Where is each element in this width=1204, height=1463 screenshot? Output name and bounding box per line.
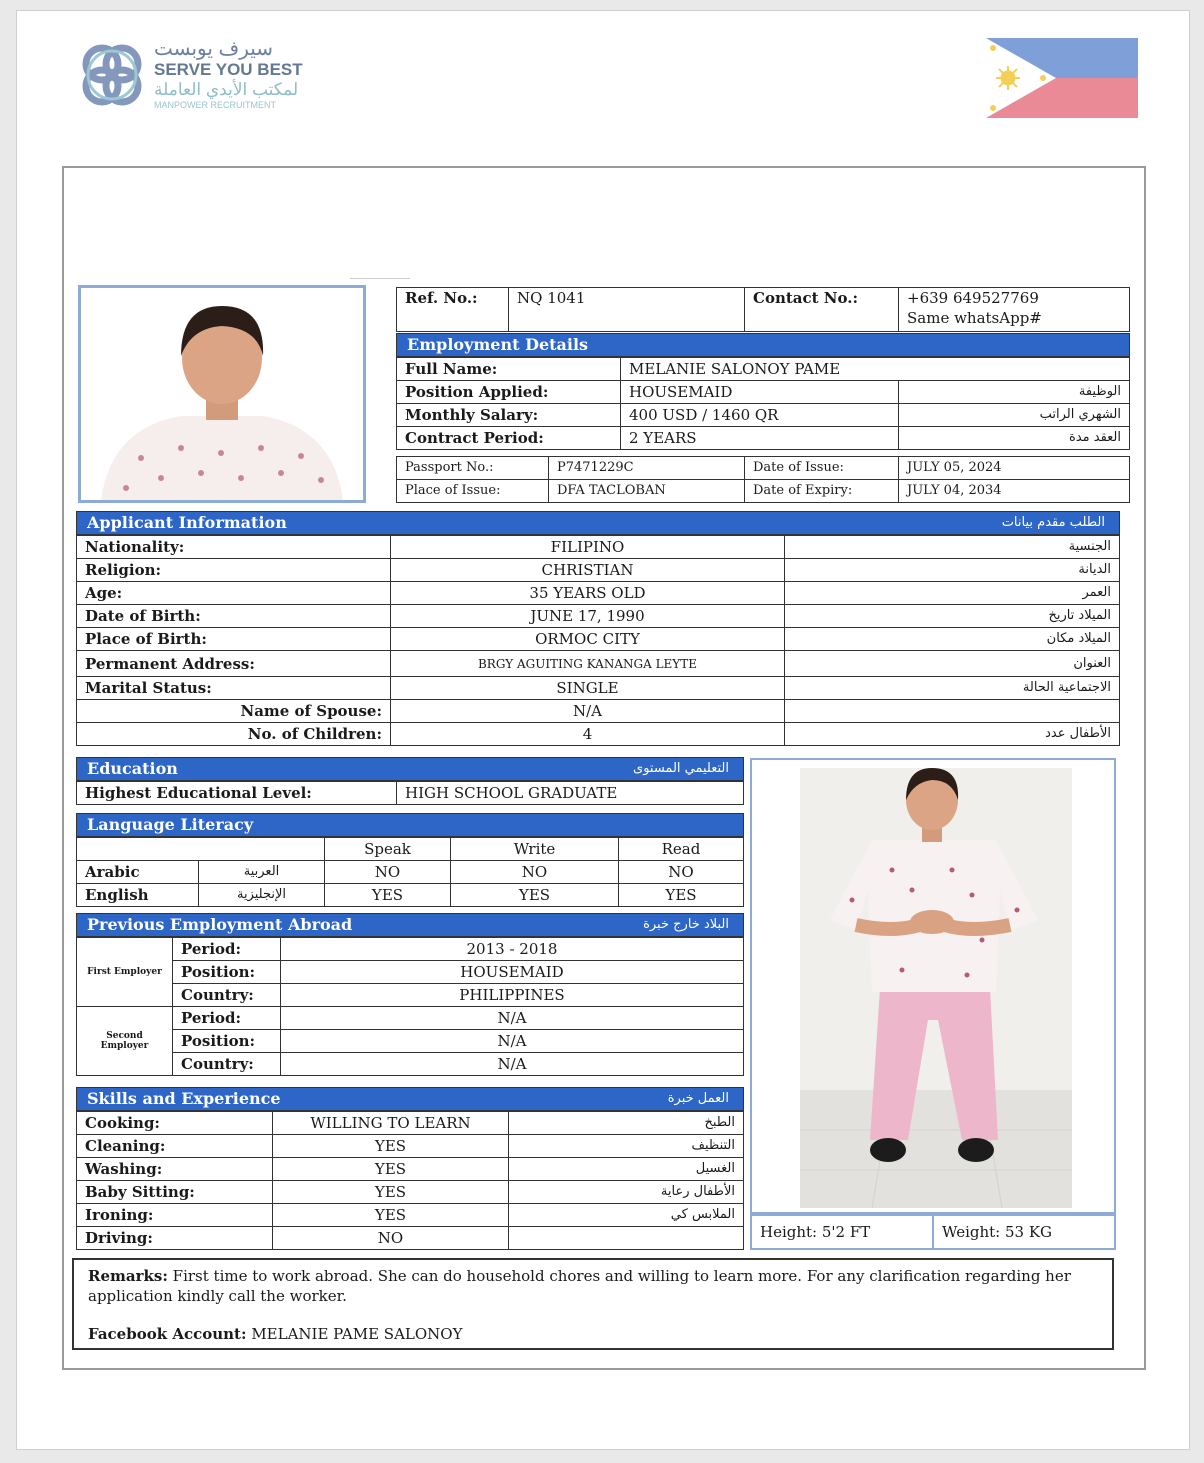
remarks-text: First time to work abroad. She can do household chores and willing to learn more. For any clarification regarding her application kindly call the worker.	[88, 1267, 1071, 1305]
baby-sitting-arabic: الأطفال رعاية	[509, 1181, 744, 1204]
date-of-issue-value: JULY 05, 2024	[899, 457, 1130, 480]
skills-experience-title: Skills and Experience	[87, 1089, 281, 1108]
logo-arabic-tagline: لمكتب الأيدي العاملة	[154, 80, 299, 99]
cooking-arabic: الطبخ	[509, 1112, 744, 1135]
washing-value: YES	[273, 1158, 509, 1181]
arabic-language-arabic: العربية	[199, 861, 325, 884]
age-value: 35 YEARS OLD	[391, 582, 785, 605]
remarks-box	[72, 1258, 1114, 1350]
second-employer-country-value: N/A	[281, 1053, 744, 1076]
ref-no-label: Ref. No.:	[397, 288, 509, 332]
divider	[350, 278, 410, 279]
name-of-spouse-value: N/A	[391, 700, 785, 723]
age-label: Age:	[77, 582, 391, 605]
cleaning-label: Cleaning:	[77, 1135, 273, 1158]
date-of-birth-value: JUNE 17, 1990	[391, 605, 785, 628]
contract-period-label: Contract Period:	[397, 427, 621, 450]
language-blank-cell	[77, 838, 325, 861]
washing-label: Washing:	[77, 1158, 273, 1181]
physical-stats	[750, 1214, 1116, 1250]
nationality-value: FILIPINO	[391, 536, 785, 559]
english-write-value: YES	[451, 884, 619, 907]
ref-contact-table	[396, 287, 1130, 332]
cooking-label: Cooking:	[77, 1112, 273, 1135]
second-employer-country-label: Country:	[173, 1053, 281, 1076]
first-employer-country-value: PHILIPPINES	[281, 984, 744, 1007]
contact-no-note: Same whatsApp#	[907, 309, 1042, 327]
ironing-value: YES	[273, 1204, 509, 1227]
no-of-children-value: 4	[391, 723, 785, 746]
education-header	[76, 757, 744, 781]
arabic-read-value: NO	[619, 861, 744, 884]
full-name-label: Full Name:	[397, 358, 621, 381]
no-of-children-label: No. of Children:	[77, 723, 391, 746]
previous-employment-arabic-title: البلاد خارج خبرة	[643, 917, 729, 932]
passport-table	[396, 456, 1130, 503]
arabic-write-value: NO	[451, 861, 619, 884]
previous-employment-header	[76, 913, 744, 937]
previous-employment	[76, 913, 744, 1076]
second-employer-position-value: N/A	[281, 1030, 744, 1053]
permanent-address-value: BRGY AGUITING KANANGA LEYTE	[391, 651, 785, 677]
facebook-line	[88, 1324, 1098, 1344]
second-employer-position-label: Position:	[173, 1030, 281, 1053]
date-of-expiry-label: Date of Expiry:	[745, 480, 899, 503]
place-of-issue-label: Place of Issue:	[397, 480, 549, 503]
english-read-value: YES	[619, 884, 744, 907]
language-literacy	[76, 813, 744, 907]
highest-education-label: Highest Educational Level:	[77, 782, 397, 805]
second-employer-period-value: N/A	[281, 1007, 744, 1030]
contact-no-cell	[899, 288, 1130, 332]
logo-arabic-name: سيرف يوبست	[154, 38, 274, 60]
language-literacy-header	[76, 813, 744, 837]
read-column-header: Read	[619, 838, 744, 861]
employment-details-header	[396, 333, 1130, 357]
name-of-spouse-arabic	[785, 700, 1120, 723]
education-arabic-title: التعليمي المستوى	[633, 761, 729, 776]
permanent-address-label: Permanent Address:	[77, 651, 391, 677]
marital-status-arabic: الاجتماعية الحالة	[785, 677, 1120, 700]
baby-sitting-value: YES	[273, 1181, 509, 1204]
facebook-account-value: MELANIE PAME SALONOY	[251, 1325, 463, 1343]
applicant-information-title: Applicant Information	[87, 513, 287, 532]
logo-subtitle: MANPOWER RECRUITMENT	[154, 100, 276, 110]
date-of-expiry-value: JULY 04, 2034	[899, 480, 1130, 503]
first-employer-period-label: Period:	[173, 938, 281, 961]
passport-no-label: Passport No.:	[397, 457, 549, 480]
position-applied-arabic: الوظيفة	[899, 381, 1130, 404]
second-employer-period-label: Period:	[173, 1007, 281, 1030]
religion-label: Religion:	[77, 559, 391, 582]
name-of-spouse-label: Name of Spouse:	[77, 700, 391, 723]
first-employer-country-label: Country:	[173, 984, 281, 1007]
place-of-birth-label: Place of Birth:	[77, 628, 391, 651]
marital-status-value: SINGLE	[391, 677, 785, 700]
employment-row	[397, 381, 1130, 404]
weight-value: Weight: 53 KG	[933, 1215, 1115, 1249]
education-title: Education	[87, 759, 178, 778]
skills-experience-header	[76, 1087, 744, 1111]
employment-row	[397, 358, 1130, 381]
contact-no-label: Contact No.:	[745, 288, 899, 332]
english-language-label: English	[77, 884, 199, 907]
full-body-image	[752, 760, 1114, 1212]
applicant-information-arabic-title: الطلب مقدم بيانات	[1001, 515, 1105, 530]
ironing-arabic: الملابس كي	[509, 1204, 744, 1227]
monthly-salary-value: 400 USD / 1460 QR	[621, 404, 899, 427]
contact-no-value: +639 649527769	[907, 289, 1039, 307]
contract-period-value: 2 YEARS	[621, 427, 899, 450]
driving-label: Driving:	[77, 1227, 273, 1250]
passport-no-value: P7471229C	[549, 457, 745, 480]
write-column-header: Write	[451, 838, 619, 861]
date-of-birth-label: Date of Birth:	[77, 605, 391, 628]
washing-arabic: الغسيل	[509, 1158, 744, 1181]
religion-arabic: الديانة	[785, 559, 1120, 582]
ref-no-value: NQ 1041	[509, 288, 745, 332]
monthly-salary-label: Monthly Salary:	[397, 404, 621, 427]
employment-details-title: Employment Details	[407, 335, 589, 354]
ironing-label: Ironing:	[77, 1204, 273, 1227]
driving-arabic	[509, 1227, 744, 1250]
applicant-full-body-photo	[750, 758, 1116, 1214]
baby-sitting-label: Baby Sitting:	[77, 1181, 273, 1204]
place-of-issue-value: DFA TACLOBAN	[549, 480, 745, 503]
english-speak-value: YES	[325, 884, 451, 907]
cleaning-value: YES	[273, 1135, 509, 1158]
second-employer-label: Second Employer	[77, 1007, 173, 1076]
marital-status-label: Marital Status:	[77, 677, 391, 700]
date-of-issue-label: Date of Issue:	[745, 457, 899, 480]
height-value: Height: 5'2 FT	[751, 1215, 933, 1249]
place-of-birth-value: ORMOC CITY	[391, 628, 785, 651]
speak-column-header: Speak	[325, 838, 451, 861]
skills-experience	[76, 1087, 744, 1250]
first-employer-label: First Employer	[77, 938, 173, 1007]
place-of-birth-arabic: الميلاد مكان	[785, 628, 1120, 651]
facebook-account-label: Facebook Account:	[88, 1325, 247, 1343]
monthly-salary-arabic: الشهري الراتب	[899, 404, 1130, 427]
language-literacy-title: Language Literacy	[87, 815, 254, 834]
english-language-arabic: الإنجليزية	[199, 884, 325, 907]
education-section	[76, 757, 744, 805]
first-employer-position-value: HOUSEMAID	[281, 961, 744, 984]
nationality-arabic: الجنسية	[785, 536, 1120, 559]
religion-value: CHRISTIAN	[391, 559, 785, 582]
position-applied-value: HOUSEMAID	[621, 381, 899, 404]
no-of-children-arabic: الأطفال عدد	[785, 723, 1120, 746]
first-employer-position-label: Position:	[173, 961, 281, 984]
position-applied-label: Position Applied:	[397, 381, 621, 404]
applicant-portrait	[78, 285, 366, 503]
employment-row	[397, 427, 1130, 450]
logo-english-name: SERVE YOU BEST	[154, 60, 303, 79]
applicant-information-header	[76, 511, 1120, 535]
applicant-information	[76, 511, 1120, 746]
arabic-speak-value: NO	[325, 861, 451, 884]
portrait-image	[81, 288, 363, 500]
highest-education-value: HIGH SCHOOL GRADUATE	[397, 782, 744, 805]
philippines-flag-icon	[986, 38, 1138, 118]
cleaning-arabic: التنظيف	[509, 1135, 744, 1158]
permanent-address-arabic: العنوان	[785, 651, 1120, 677]
remarks-paragraph	[88, 1266, 1098, 1306]
cooking-value: WILLING TO LEARN	[273, 1112, 509, 1135]
employment-row	[397, 404, 1130, 427]
first-employer-period-value: 2013 - 2018	[281, 938, 744, 961]
contract-period-arabic: العقد مدة	[899, 427, 1130, 450]
remarks-label: Remarks:	[88, 1267, 168, 1285]
employment-details	[396, 333, 1130, 450]
age-arabic: العمر	[785, 582, 1120, 605]
nationality-label: Nationality:	[77, 536, 391, 559]
skills-experience-arabic-title: العمل خبرة	[667, 1091, 729, 1106]
full-name-value: MELANIE SALONOY PAME	[621, 358, 1130, 381]
driving-value: NO	[273, 1227, 509, 1250]
previous-employment-title: Previous Employment Abroad	[87, 915, 353, 934]
arabic-language-label: Arabic	[77, 861, 199, 884]
date-of-birth-arabic: الميلاد تاريخ	[785, 605, 1120, 628]
